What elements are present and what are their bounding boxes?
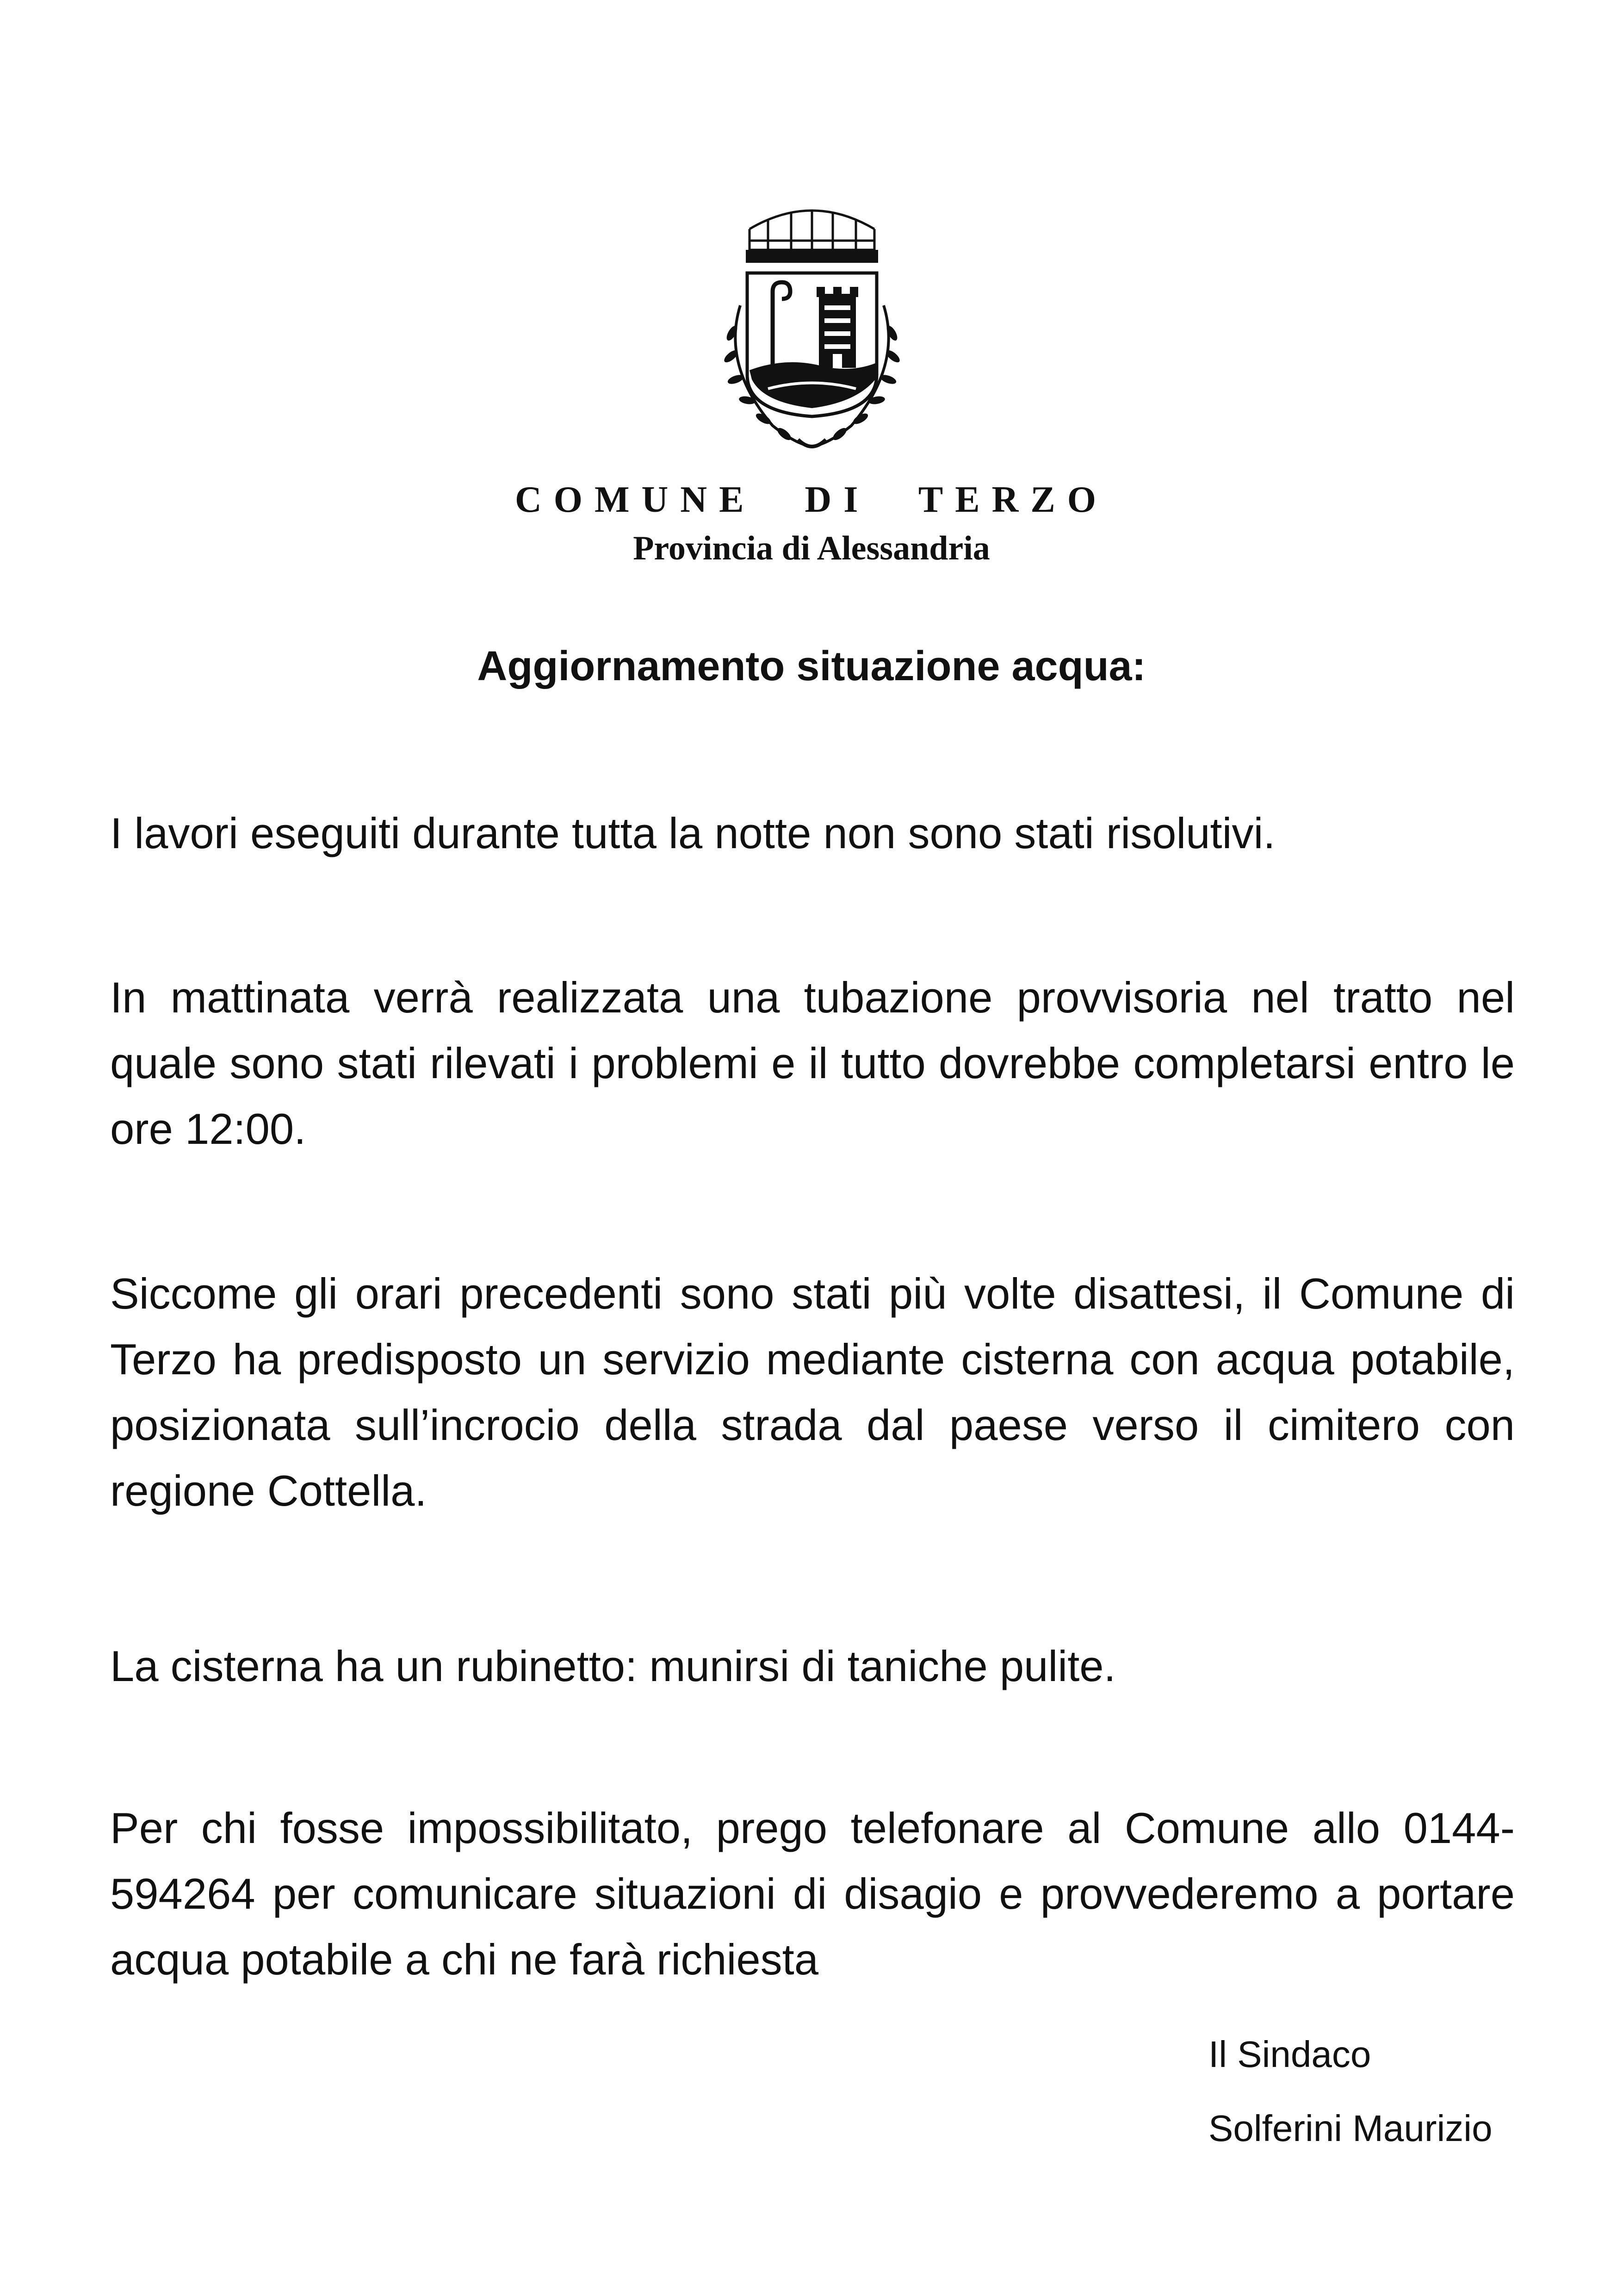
notice-paragraph: Siccome gli orari precedenti sono stati più volte disattesi, il Comune di Terzo ha predisposto un servizio mediante cisterna con acqua potabile, posizionata sull’incrocio della strada dal paese verso il cimitero con regione Cottella. xyxy=(110,1269,1515,1515)
notice-title: Aggiornamento situazione acqua: xyxy=(477,643,1146,689)
notice-paragraph: In mattinata verrà realizzata una tubazione provvisoria nel tratto nel quale sono stati rilevati i problemi e il tutto dovrebbe completarsi entro le ore 12:00. xyxy=(110,973,1515,1153)
signature-name: Solferini Maurizio xyxy=(1208,2108,1493,2149)
notice-paragraph: I lavori eseguiti durante tutta la notte non sono stati risolutivi. xyxy=(110,809,1276,857)
notice-paragraph: La cisterna ha un rubinetto: munirsi di taniche pulite. xyxy=(110,1642,1116,1690)
signature-role: Il Sindaco xyxy=(1208,2034,1371,2075)
municipality-name: COMUNE DI TERZO xyxy=(515,479,1108,520)
notice-paragraph: Per chi fosse impossibilitato, prego telefonare al Comune allo 0144-594264 per comunicare situazioni di disagio e provvederemo a portare acqua potabile a chi ne farà richiesta xyxy=(110,1804,1515,1984)
province-name: Provincia di Alessandria xyxy=(633,529,990,567)
municipal-coat-of-arms-icon xyxy=(703,194,921,453)
